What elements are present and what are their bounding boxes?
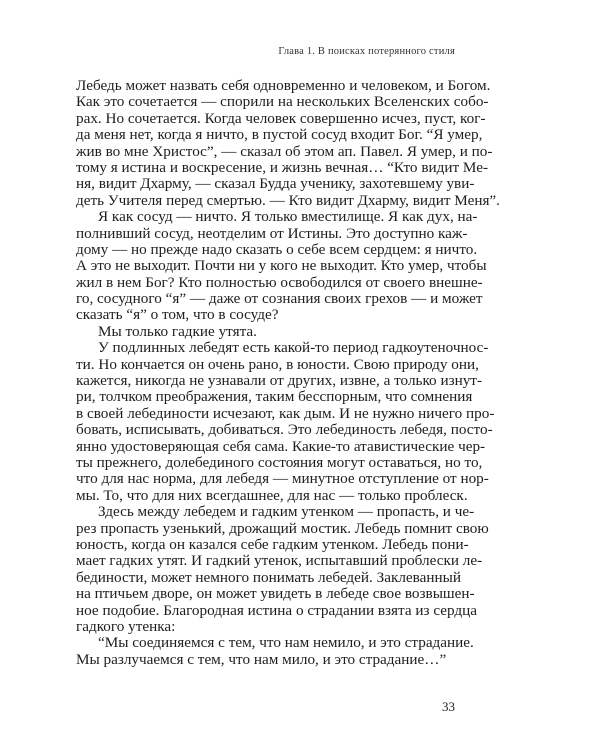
text-line: ное подобие. Благородная истина о страдании взята из сердца [76, 601, 477, 619]
text-line: на птичьем дворе, он может увидеть в лебеде свое возвышен- [76, 585, 475, 603]
text-line: рез пропасть узенький, дрожащий мостик. Лебедь помнит свою [76, 519, 489, 537]
paragraph [76, 503, 489, 635]
text-line: бединости, может немного понимать лебедей. Заклеванный [76, 568, 461, 586]
text-line: рах. Но сочетается. Когда человек совершенно исчез, пуст, ког- [76, 109, 486, 127]
text-line: гадкого утенка: [76, 617, 176, 635]
text-line: У подлинных лебедят есть какой-то период гадкоутеночнос- [98, 339, 489, 357]
text-line: Мы только гадкие утята. [98, 322, 257, 340]
text-line: мает гадких утят. И гадкий утенок, испытавший проблески ле- [76, 552, 483, 570]
text-line: ри, толчком преображения, таким бесспорным, что сомнения [76, 388, 473, 406]
text-line: янно удостоверяющая себя сама. Какие-то атавистические чер- [76, 437, 486, 455]
text-line: мы. То, что для них всегдашнее, для нас — только проблеск. [76, 486, 468, 504]
paragraph [76, 324, 455, 340]
text-line: кажется, никогда не узнавали от других, извне, а только изнут- [76, 372, 482, 390]
text-line: да меня нет, когда я ничто, в пустой сосуд входит Бог. “Я умер, [76, 126, 483, 144]
text-line: сказать “я” о том, что в сосуде? [76, 306, 279, 324]
paragraph [76, 634, 474, 668]
page-number: 33 [442, 699, 455, 714]
text-line: полнивший сосуд, неотделим от Истины. Это доступно каж- [76, 224, 468, 242]
text-line: тому я истина и воскресение, и жизнь вечная… “Кто видит Ме- [76, 158, 489, 176]
text-line: юность, когда он казался себе гадким утенком. Лебедь пони- [76, 535, 469, 553]
text-line: жил в нем Бог? Кто полностью освободился от своего внешне- [76, 273, 483, 291]
text-line: ти. Но кончается он очень рано, в юности. Свою природу они, [76, 355, 479, 373]
body-text [76, 77, 500, 668]
text-line: А это не выходит. Почти ни у кого не выходит. Кто умер, чтобы [76, 257, 487, 275]
paragraph [76, 208, 487, 324]
paragraph [76, 339, 495, 504]
text-line: го, сосудного “я” — даже от сознания своих грехов — и может [76, 290, 483, 308]
paragraph [76, 77, 500, 209]
text-line: что для нас норма, для лебедя — минутное отступление от нор- [76, 470, 489, 488]
text-line: деть Учителя перед смертью. — Кто видит Дхарму, видит Меня”. [76, 191, 500, 209]
text-line: ты прежнего, долебединого состояния могут оставаться, но то, [76, 453, 483, 471]
text-line: дому — но прежде надо сказать о себе всем сердцем: я ничто. [76, 240, 478, 258]
text-line: Как это сочетается — спорили на нескольких Вселенских собо- [76, 93, 489, 111]
text-line: Здесь между лебедем и гадким утенком — пропасть, и че- [98, 503, 475, 521]
running-header: Глава 1. В поисках потерянного стиля [278, 46, 455, 57]
text-line: в своей лебединости исчезают, как дым. И не нужно ничего про- [76, 404, 495, 422]
text-line: Я как сосуд — ничто. Я только вместилище. Я как дух, на- [98, 208, 478, 226]
text-line: “Мы соединяемся с тем, что нам немило, и это страдание. [98, 634, 474, 652]
text-line: Лебедь может назвать себя одновременно и человеком, и Богом. [76, 77, 491, 94]
text-line: ня, видит Дхарму, — сказал Будда ученику, захотевшему уви- [76, 175, 475, 193]
text-line: Мы разлучаемся с тем, что нам мило, и это страдание…” [76, 650, 447, 668]
text-line: жив во мне Христос”, — сказал об этом ап. Павел. Я умер, и по- [76, 142, 493, 160]
text-line: бовать, исписывать, добиваться. Это лебединость лебедя, посто- [76, 421, 493, 439]
